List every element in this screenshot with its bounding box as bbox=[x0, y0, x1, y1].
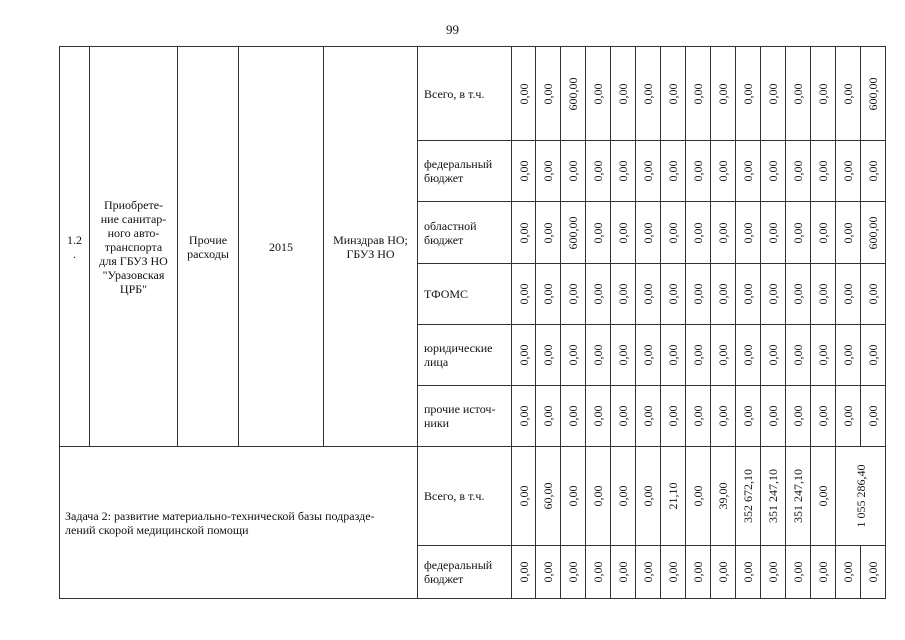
value-text: 0,00 bbox=[591, 160, 605, 182]
value-cell bbox=[811, 325, 836, 386]
value-cell bbox=[586, 447, 611, 546]
value-text: 0,00 bbox=[566, 344, 580, 366]
value-text: 1 055 286,40 bbox=[853, 464, 868, 528]
value-cell bbox=[836, 202, 861, 264]
value-text: 0,00 bbox=[591, 485, 605, 507]
value-cell bbox=[786, 386, 811, 447]
value-cell bbox=[861, 141, 886, 202]
value-cell bbox=[661, 325, 686, 386]
value-text: 21,10 bbox=[666, 482, 680, 510]
value-cell bbox=[586, 47, 611, 141]
value-text: 60,00 bbox=[541, 482, 555, 510]
value-text: 0,00 bbox=[616, 485, 630, 507]
value-cell bbox=[736, 141, 761, 202]
value-cell bbox=[686, 47, 711, 141]
value-text: 0,00 bbox=[616, 83, 630, 104]
value-cell bbox=[512, 141, 536, 202]
value-text: 0,00 bbox=[616, 405, 630, 427]
value-text: 0,00 bbox=[816, 283, 830, 305]
value-cell bbox=[736, 47, 761, 141]
value-cell bbox=[561, 325, 586, 386]
value-text: 0,00 bbox=[691, 83, 705, 104]
value-text: 0,00 bbox=[691, 405, 705, 427]
value-text: 0,00 bbox=[791, 222, 805, 243]
value-cell bbox=[761, 47, 786, 141]
value-cell bbox=[811, 386, 836, 447]
value-cell bbox=[786, 546, 811, 599]
value-text: 0,00 bbox=[641, 283, 655, 305]
value-cell bbox=[611, 141, 636, 202]
value-cell bbox=[711, 47, 736, 141]
value-text: 0,00 bbox=[516, 344, 531, 366]
value-cell bbox=[711, 202, 736, 264]
value-cell bbox=[736, 546, 761, 599]
value-text: 0,00 bbox=[641, 160, 655, 182]
value-text: 0,00 bbox=[591, 283, 605, 305]
value-text: 0,00 bbox=[766, 405, 780, 427]
value-text: 0,00 bbox=[791, 283, 805, 305]
value-cell bbox=[836, 546, 861, 599]
value-cell bbox=[661, 202, 686, 264]
value-cell bbox=[736, 264, 761, 325]
value-cell bbox=[636, 325, 661, 386]
value-text: 0,00 bbox=[641, 561, 655, 583]
value-cell bbox=[861, 47, 886, 141]
value-text: 0,00 bbox=[541, 405, 555, 427]
value-text: 0,00 bbox=[691, 283, 705, 305]
value-cell bbox=[761, 202, 786, 264]
value-cell bbox=[661, 141, 686, 202]
value-text: 0,00 bbox=[716, 561, 730, 583]
value-cell bbox=[561, 546, 586, 599]
value-text: 0,00 bbox=[616, 561, 630, 583]
value-text: 0,00 bbox=[816, 561, 830, 583]
value-cell bbox=[512, 264, 536, 325]
value-text: 0,00 bbox=[516, 160, 531, 182]
value-cell bbox=[686, 264, 711, 325]
value-text: 0,00 bbox=[841, 160, 855, 182]
value-cell bbox=[736, 447, 761, 546]
item-executor: Минздрав НО; ГБУЗ НО bbox=[324, 47, 418, 447]
value-text: 0,00 bbox=[516, 485, 531, 507]
value-cell bbox=[561, 141, 586, 202]
value-cell bbox=[811, 546, 836, 599]
value-cell bbox=[861, 546, 886, 599]
value-cell bbox=[836, 325, 861, 386]
value-cell bbox=[786, 47, 811, 141]
value-cell bbox=[861, 386, 886, 447]
value-cell bbox=[561, 264, 586, 325]
value-cell bbox=[761, 325, 786, 386]
funding-source: ТФОМС bbox=[418, 264, 512, 325]
value-cell bbox=[711, 447, 736, 546]
value-text: 0,00 bbox=[616, 344, 630, 366]
value-text: 0,00 bbox=[666, 160, 680, 182]
value-cell bbox=[736, 386, 761, 447]
value-text: 0,00 bbox=[541, 344, 555, 366]
value-cell bbox=[636, 447, 661, 546]
value-cell bbox=[711, 386, 736, 447]
value-cell bbox=[686, 325, 711, 386]
value-cell bbox=[586, 264, 611, 325]
value-text: 0,00 bbox=[841, 405, 855, 427]
value-text: 0,00 bbox=[841, 344, 855, 366]
value-cell bbox=[711, 141, 736, 202]
value-cell bbox=[536, 264, 561, 325]
value-text: 0,00 bbox=[541, 222, 555, 243]
value-cell bbox=[711, 325, 736, 386]
value-text: 0,00 bbox=[816, 344, 830, 366]
value-cell bbox=[861, 325, 886, 386]
value-text: 0,00 bbox=[566, 160, 580, 182]
value-cell bbox=[661, 546, 686, 599]
value-text: 0,00 bbox=[691, 222, 705, 243]
value-text: 0,00 bbox=[716, 160, 730, 182]
value-text: 0,00 bbox=[766, 344, 780, 366]
value-text: 0,00 bbox=[741, 283, 755, 305]
value-cell bbox=[636, 202, 661, 264]
value-text: 0,00 bbox=[641, 405, 655, 427]
value-cell bbox=[561, 202, 586, 264]
value-cell bbox=[836, 386, 861, 447]
value-cell bbox=[636, 47, 661, 141]
value-cell bbox=[861, 264, 886, 325]
value-text: 0,00 bbox=[666, 283, 680, 305]
value-cell bbox=[536, 141, 561, 202]
value-cell bbox=[836, 264, 861, 325]
value-text: 0,00 bbox=[716, 405, 730, 427]
value-text: 0,00 bbox=[866, 405, 880, 427]
value-cell bbox=[611, 447, 636, 546]
value-text: 0,00 bbox=[766, 222, 780, 243]
value-cell bbox=[786, 141, 811, 202]
funding-source: Всего, в т.ч. bbox=[418, 47, 512, 141]
value-cell bbox=[512, 325, 536, 386]
value-cell bbox=[586, 546, 611, 599]
item-name: Приобрете- ние санитар- ного авто- транспорта для ГБУЗ НО "Уразовская ЦРБ" bbox=[90, 47, 178, 447]
funding-source: федеральный бюджет bbox=[418, 141, 512, 202]
value-text: 0,00 bbox=[641, 485, 655, 507]
value-cell bbox=[512, 447, 536, 546]
value-text: 0,00 bbox=[866, 344, 880, 366]
value-cell bbox=[512, 386, 536, 447]
value-text: 0,00 bbox=[816, 222, 830, 243]
value-text: 0,00 bbox=[841, 222, 855, 243]
funding-source: юридические лица bbox=[418, 325, 512, 386]
table-row bbox=[60, 447, 886, 546]
value-text: 0,00 bbox=[866, 283, 880, 305]
value-cell bbox=[811, 141, 836, 202]
value-text: 0,00 bbox=[516, 222, 531, 243]
value-text: 0,00 bbox=[816, 160, 830, 182]
value-text: 0,00 bbox=[741, 83, 755, 104]
task-title: Задача 2: развитие материально-технической базы подразде- лений скорой медицинской помощи bbox=[60, 447, 418, 599]
value-text: 0,00 bbox=[791, 83, 805, 104]
funding-source: федеральный бюджет bbox=[418, 546, 512, 599]
value-text: 600,00 bbox=[566, 77, 580, 110]
value-text: 0,00 bbox=[716, 222, 730, 243]
page-number: 99 bbox=[446, 22, 459, 37]
value-text: 0,00 bbox=[616, 283, 630, 305]
value-cell bbox=[636, 546, 661, 599]
value-text: 0,00 bbox=[766, 561, 780, 583]
value-text: 0,00 bbox=[691, 160, 705, 182]
value-text: 39,00 bbox=[716, 482, 730, 510]
value-text: 0,00 bbox=[591, 405, 605, 427]
value-text: 351 247,10 bbox=[791, 469, 805, 523]
value-text: 0,00 bbox=[566, 283, 580, 305]
value-cell bbox=[811, 202, 836, 264]
value-text: 0,00 bbox=[841, 561, 855, 583]
value-text: 0,00 bbox=[641, 344, 655, 366]
value-cell bbox=[736, 202, 761, 264]
value-text: 0,00 bbox=[841, 283, 855, 305]
value-cell bbox=[761, 386, 786, 447]
value-cell bbox=[686, 386, 711, 447]
value-cell bbox=[586, 386, 611, 447]
value-text: 0,00 bbox=[741, 160, 755, 182]
value-cell bbox=[561, 47, 586, 141]
budget-table bbox=[59, 46, 886, 599]
value-text: 0,00 bbox=[691, 344, 705, 366]
value-cell bbox=[561, 386, 586, 447]
value-text: 0,00 bbox=[616, 222, 630, 243]
value-text: 0,00 bbox=[741, 344, 755, 366]
value-cell bbox=[711, 546, 736, 599]
value-text: 0,00 bbox=[741, 222, 755, 243]
value-text: 0,00 bbox=[566, 561, 580, 583]
value-cell bbox=[811, 447, 836, 546]
value-cell bbox=[686, 141, 711, 202]
value-text: 0,00 bbox=[541, 283, 555, 305]
value-cell bbox=[536, 386, 561, 447]
value-text: 0,00 bbox=[741, 405, 755, 427]
value-text: 0,00 bbox=[766, 83, 780, 104]
value-cell bbox=[611, 47, 636, 141]
value-text: 352 672,10 bbox=[741, 469, 755, 523]
value-cell bbox=[611, 386, 636, 447]
value-text: 0,00 bbox=[516, 283, 531, 305]
value-text: 0,00 bbox=[641, 222, 655, 243]
value-text: 0,00 bbox=[816, 405, 830, 427]
value-text: 0,00 bbox=[716, 344, 730, 366]
value-cell bbox=[736, 325, 761, 386]
value-text: 0,00 bbox=[816, 485, 830, 507]
value-text: 0,00 bbox=[541, 561, 555, 583]
value-cell bbox=[686, 546, 711, 599]
value-cell bbox=[536, 325, 561, 386]
item-number: 1.2 . bbox=[60, 47, 90, 447]
value-cell bbox=[661, 264, 686, 325]
value-cell bbox=[636, 264, 661, 325]
value-text: 0,00 bbox=[666, 222, 680, 243]
value-cell bbox=[836, 141, 861, 202]
value-text: 0,00 bbox=[666, 405, 680, 427]
value-text: 0,00 bbox=[666, 83, 680, 104]
value-text: 0,00 bbox=[541, 83, 555, 104]
value-text: 0,00 bbox=[591, 83, 605, 104]
value-text: 600,00 bbox=[866, 77, 880, 110]
value-text: 0,00 bbox=[866, 160, 880, 182]
value-cell bbox=[661, 447, 686, 546]
value-cell bbox=[686, 447, 711, 546]
value-text: 600,00 bbox=[566, 216, 580, 249]
table-row bbox=[60, 47, 886, 141]
value-text: 0,00 bbox=[841, 83, 855, 104]
value-cell bbox=[761, 264, 786, 325]
funding-source: Всего, в т.ч. bbox=[418, 447, 512, 546]
value-text: 0,00 bbox=[816, 83, 830, 104]
value-cell bbox=[711, 264, 736, 325]
value-cell bbox=[512, 47, 536, 141]
value-text: 0,00 bbox=[616, 160, 630, 182]
value-cell bbox=[536, 202, 561, 264]
value-text: 0,00 bbox=[716, 83, 730, 104]
value-text: 0,00 bbox=[691, 561, 705, 583]
value-cell bbox=[611, 546, 636, 599]
value-text: 0,00 bbox=[766, 283, 780, 305]
value-text: 0,00 bbox=[691, 485, 705, 507]
value-cell bbox=[761, 447, 786, 546]
value-text: 0,00 bbox=[716, 283, 730, 305]
value-text: 0,00 bbox=[791, 405, 805, 427]
value-text: 351 247,10 bbox=[766, 469, 780, 523]
value-cell bbox=[786, 202, 811, 264]
value-text: 0,00 bbox=[791, 561, 805, 583]
value-text: 0,00 bbox=[516, 83, 531, 104]
value-text: 0,00 bbox=[591, 344, 605, 366]
value-text: 0,00 bbox=[666, 561, 680, 583]
value-text: 0,00 bbox=[791, 160, 805, 182]
value-cell bbox=[636, 386, 661, 447]
value-text: 600,00 bbox=[866, 216, 880, 249]
value-text: 0,00 bbox=[866, 561, 880, 583]
value-cell bbox=[661, 386, 686, 447]
value-cell bbox=[561, 447, 586, 546]
value-cell bbox=[512, 202, 536, 264]
value-cell bbox=[536, 47, 561, 141]
funding-source: прочие источ- ники bbox=[418, 386, 512, 447]
value-cell bbox=[686, 202, 711, 264]
value-text: 0,00 bbox=[641, 83, 655, 104]
value-cell bbox=[661, 47, 686, 141]
value-cell bbox=[611, 325, 636, 386]
value-text: 0,00 bbox=[791, 344, 805, 366]
funding-source: областной бюджет bbox=[418, 202, 512, 264]
value-cell bbox=[512, 546, 536, 599]
value-cell bbox=[786, 447, 811, 546]
value-cell bbox=[861, 202, 886, 264]
value-text: 0,00 bbox=[591, 222, 605, 243]
value-cell bbox=[761, 546, 786, 599]
value-text: 0,00 bbox=[741, 561, 755, 583]
value-cell bbox=[761, 141, 786, 202]
value-cell bbox=[636, 141, 661, 202]
value-cell bbox=[811, 264, 836, 325]
value-cell bbox=[836, 447, 886, 546]
value-text: 0,00 bbox=[591, 561, 605, 583]
value-cell bbox=[536, 546, 561, 599]
value-cell bbox=[611, 264, 636, 325]
value-cell bbox=[786, 264, 811, 325]
value-text: 0,00 bbox=[541, 160, 555, 182]
value-text: 0,00 bbox=[516, 561, 531, 583]
value-text: 0,00 bbox=[766, 160, 780, 182]
value-text: 0,00 bbox=[666, 344, 680, 366]
value-cell bbox=[586, 325, 611, 386]
value-cell bbox=[586, 202, 611, 264]
value-cell bbox=[811, 47, 836, 141]
expense-type: Прочие расходы bbox=[178, 47, 239, 447]
value-text: 0,00 bbox=[516, 405, 531, 427]
value-cell bbox=[836, 47, 861, 141]
value-cell bbox=[611, 202, 636, 264]
value-text: 0,00 bbox=[566, 405, 580, 427]
value-cell bbox=[536, 447, 561, 546]
item-year: 2015 bbox=[239, 47, 324, 447]
value-text: 0,00 bbox=[566, 485, 580, 507]
value-cell bbox=[586, 141, 611, 202]
value-cell bbox=[786, 325, 811, 386]
